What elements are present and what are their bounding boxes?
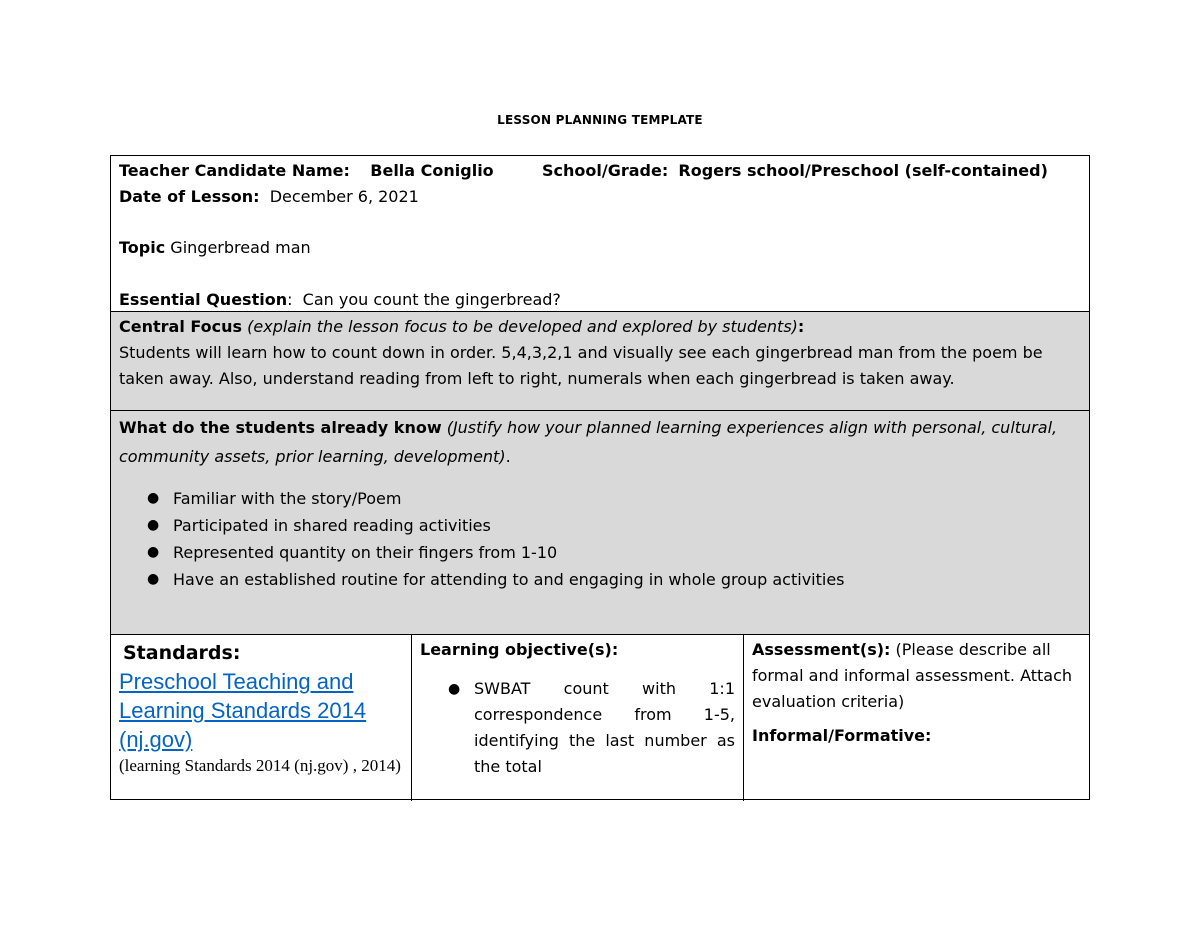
list-item: ● Familiar with the story/Poem — [119, 485, 1081, 512]
central-focus-label: Central Focus — [119, 317, 243, 336]
standards-citation: (learning Standards 2014 (nj.gov) , 2014) — [119, 756, 401, 775]
topic-label: Topic — [119, 238, 166, 257]
central-focus-section — [111, 312, 1089, 411]
topic-line — [119, 235, 311, 261]
central-focus-text: Students will learn how to count down in order. 5,4,3,2,1 and visually see each gingerbread man from the poem be taken away. Also, understand reading from left to right, numerals when each gingerbread is taken away. — [119, 343, 1043, 388]
central-focus-hint: (explain the lesson focus to be developed and explored by students) — [247, 317, 798, 336]
school-line — [542, 158, 1048, 184]
bullet-icon: ● — [147, 517, 160, 533]
prior-knowledge-section — [111, 411, 1089, 635]
assessment-cell — [744, 635, 1091, 801]
lesson-plan-table — [110, 155, 1090, 800]
standards-heading: Standards: — [123, 642, 241, 664]
teacher-name: Bella Coniglio — [370, 161, 494, 180]
objectives-cell — [412, 635, 744, 801]
bullet-icon: ● — [147, 544, 160, 560]
header-section — [111, 156, 1089, 312]
question-value: Can you count the gingerbread? — [302, 290, 561, 309]
standards-cell — [111, 635, 412, 801]
question-label: Essential Question — [119, 290, 288, 309]
assessment-heading: Assessment(s): — [752, 640, 891, 659]
teacher-line — [119, 158, 494, 184]
standards-link[interactable]: Preschool Teaching and Learning Standards 2014 (nj.gov) — [119, 669, 367, 752]
objectives-heading: Learning objective(s): — [420, 640, 619, 659]
school-value: Rogers school/Preschool (self-contained) — [678, 161, 1048, 180]
date-label: Date of Lesson: — [119, 187, 260, 206]
list-item: ● Represented quantity on their fingers from 1-10 — [119, 539, 1081, 566]
standards-objectives-assessment-row — [111, 635, 1089, 801]
prior-knowledge-list — [119, 485, 1081, 593]
assessment-text: (Please describe all formal and informal assessment. Attach evaluation criteria) — [752, 640, 1073, 711]
date-value: December 6, 2021 — [269, 187, 419, 206]
topic-value: Gingerbread man — [170, 238, 311, 257]
assessment-description — [752, 637, 1083, 715]
objectives-list — [420, 676, 735, 780]
bullet-icon: ● — [147, 571, 160, 587]
central-focus-heading: Central Focus (explain the lesson focus to be developed and explored by students): — [119, 317, 805, 336]
bullet-icon: ● — [147, 490, 160, 506]
essential-question-line: Essential Question: Can you count the gingerbread? — [119, 290, 561, 309]
date-line — [119, 184, 419, 210]
document-title: LESSON PLANNING TEMPLATE — [497, 113, 703, 127]
informal-formative-heading: Informal/Formative: — [752, 726, 932, 745]
prior-knowledge-hint: (Justify how your planned learning experiences align with personal, cultural, community assets, prior learning, development) — [119, 418, 1058, 466]
bullet-icon: ● — [448, 681, 461, 697]
school-label: School/Grade: — [542, 161, 669, 180]
prior-knowledge-heading: What do the students already know (Justify how your planned learning experiences align with personal, cultural, community assets, prior learning, development). — [119, 418, 1058, 466]
list-item: ● Participated in shared reading activities — [119, 512, 1081, 539]
prior-knowledge-label: What do the students already know — [119, 418, 442, 437]
list-item: ● Have an established routine for attending to and engaging in whole group activities — [119, 566, 1081, 593]
teacher-label: Teacher Candidate Name: — [119, 161, 350, 180]
list-item: ● SWBAT count with 1:1 correspondence from 1-5, identifying the last number as the total — [420, 676, 735, 780]
